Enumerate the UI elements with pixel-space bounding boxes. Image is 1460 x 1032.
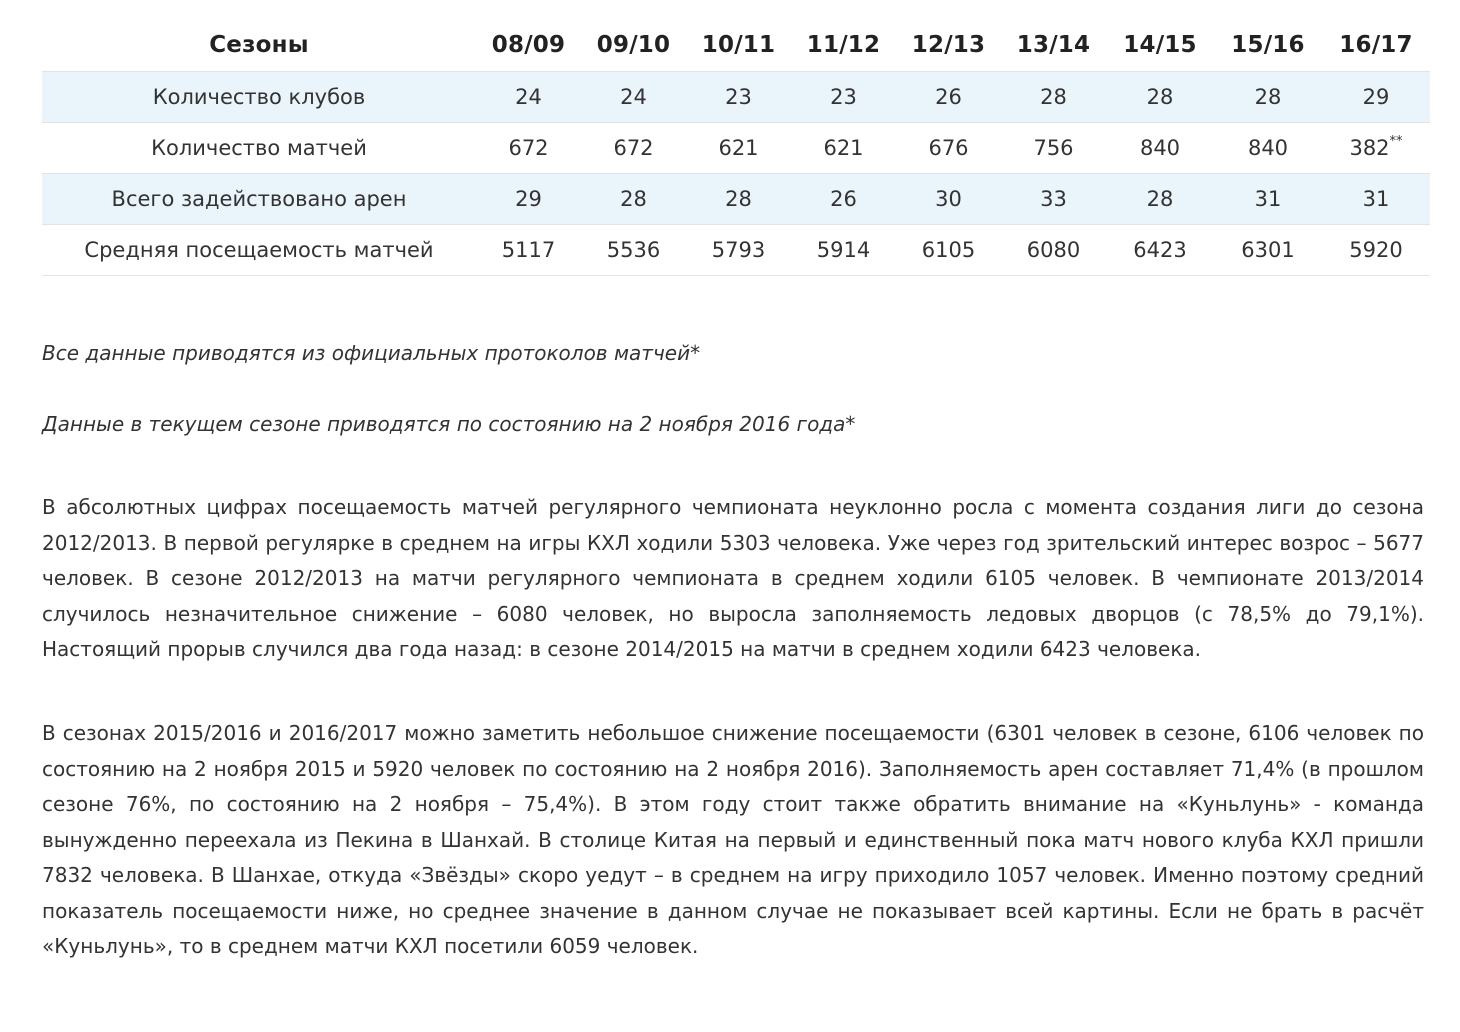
column-header-season: 12/13 — [896, 18, 1001, 72]
column-header-season: 08/09 — [476, 18, 581, 72]
column-header-seasons: Сезоны — [42, 18, 476, 72]
column-header-season: 16/17 — [1322, 18, 1430, 72]
table-cell: 28 — [1214, 72, 1322, 123]
table-cell: 840 — [1214, 123, 1322, 174]
table-cell: 28 — [686, 174, 791, 225]
table-row — [42, 174, 1430, 225]
table-cell: 28 — [581, 174, 686, 225]
attendance-table — [42, 18, 1430, 276]
table-cell: 28 — [1106, 72, 1214, 123]
table-cell: 26 — [896, 72, 1001, 123]
table-cell: 676 — [896, 123, 1001, 174]
table-header-row — [42, 18, 1430, 72]
table-cell: 28 — [1106, 174, 1214, 225]
table-cell: 31 — [1322, 174, 1430, 225]
table-row — [42, 72, 1430, 123]
row-label: Всего задействовано арен — [42, 174, 476, 225]
column-header-season: 11/12 — [791, 18, 896, 72]
paragraph: В абсолютных цифрах посещаемость матчей регулярного чемпионата неуклонно росла с момента создания лиги до сезона 2012/2013. В первой регулярке в среднем на игры КХЛ ходили 5303 человека. Уже через год зрительский интерес возрос – 5677 человек. В сезоне 2012/2013 на матчи регулярного чемпионата в среднем ходили 6105 человек. В чемпионате 2013/2014 случилось незначительное снижение – 6080 человек, но выросла заполняемость ледовых дворцов (с 78,5% до 79,1%). Настоящий прорыв случился два года назад: в сезоне 2014/2015 на матчи в среднем ходили 6423 человека. — [42, 495, 1424, 661]
table-cell: 26 — [791, 174, 896, 225]
table-row — [42, 123, 1430, 174]
date-note: Данные в текущем сезоне приводятся по состоянию на 2 ноября 2016 года* — [42, 412, 856, 436]
row-label: Средняя посещаемость матчей — [42, 225, 476, 276]
source-note: Все данные приводятся из официальных протоколов матчей* — [42, 341, 701, 365]
column-header-season: 09/10 — [581, 18, 686, 72]
row-label: Количество матчей — [42, 123, 476, 174]
table-cell: 672 — [581, 123, 686, 174]
table-cell: 6301 — [1214, 225, 1322, 276]
table-cell: 5117 — [476, 225, 581, 276]
table-cell: 29 — [476, 174, 581, 225]
table-cell: 31 — [1214, 174, 1322, 225]
table-cell: 672 — [476, 123, 581, 174]
table-cell: 28 — [1001, 72, 1106, 123]
table-cell: 33 — [1001, 174, 1106, 225]
table-cell: 840 — [1106, 123, 1214, 174]
table-cell: 24 — [476, 72, 581, 123]
footnote-mark: ** — [1389, 134, 1403, 149]
column-header-season: 14/15 — [1106, 18, 1214, 72]
table-cell: 5793 — [686, 225, 791, 276]
table-cell: 24 — [581, 72, 686, 123]
table-cell: 621 — [791, 123, 896, 174]
table-cell: 5536 — [581, 225, 686, 276]
table-cell: 5920 — [1322, 225, 1430, 276]
table-cell: 23 — [791, 72, 896, 123]
table-cell: 382** — [1322, 123, 1430, 174]
table-row — [42, 225, 1430, 276]
column-header-season: 10/11 — [686, 18, 791, 72]
row-label: Количество клубов — [42, 72, 476, 123]
table-cell: 621 — [686, 123, 791, 174]
column-header-season: 13/14 — [1001, 18, 1106, 72]
table-cell: 5914 — [791, 225, 896, 276]
table-cell: 29 — [1322, 72, 1430, 123]
paragraph: В сезонах 2015/2016 и 2016/2017 можно заметить небольшое снижение посещаемости (6301 человек в сезоне, 6106 человек по состоянию на 2 ноября 2015 и 5920 человек по состоянию на 2 ноября 2016). Заполняемость арен составляет 71,4% (в прошлом сезоне 76%, по состоянию на 2 ноября – 75,4%). В этом году стоит также обратить внимание на «Куньлунь» - команда вынужденно переехала из Пекина в Шанхай. В столице Китая на первый и единственный пока матч нового клуба КХЛ пришли 7832 человека. В Шанхае, откуда «Звёзды» скоро уедут – в среднем на игру приходило 1057 человек. Именно поэтому средний показатель посещаемости ниже, но среднее значение в данном случае не показывает всей картины. Если не брать в расчёт «Куньлунь», то в среднем матчи КХЛ посетили 6059 человек. — [42, 721, 1424, 958]
table-cell: 30 — [896, 174, 1001, 225]
table-cell: 23 — [686, 72, 791, 123]
table-cell: 6080 — [1001, 225, 1106, 276]
table-cell: 6423 — [1106, 225, 1214, 276]
table-cell: 6105 — [896, 225, 1001, 276]
table-cell: 756 — [1001, 123, 1106, 174]
column-header-season: 15/16 — [1214, 18, 1322, 72]
